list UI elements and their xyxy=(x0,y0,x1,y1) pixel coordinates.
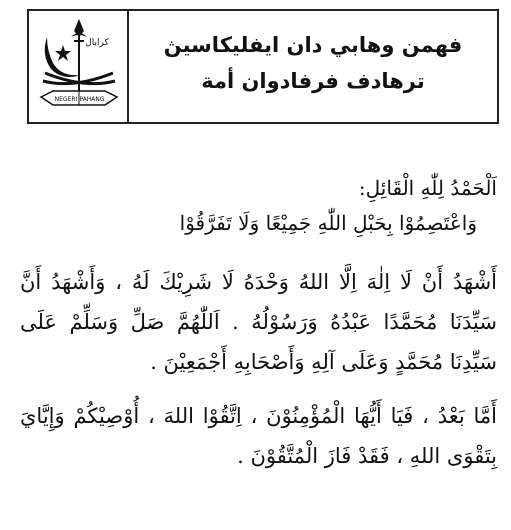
quran-verse: وَاعْتَصِمُوْا بِحَبْلِ اللّٰهِ جَمِيْعًا وَلَا تَفَرَّقُوْا xyxy=(179,211,477,235)
emblem-ribbon-left: NEGERI xyxy=(54,96,78,103)
khutbah-body xyxy=(20,170,497,476)
state-emblem-icon xyxy=(33,15,125,118)
emblem-cell xyxy=(29,11,129,122)
shahadah-paragraph: أَشْهَدُ أَنْ لَا اِلٰهَ اِلَّا اللهُ وَحْدَهُ لَا شَرِيْكَ لَهُ ، وَأَشْهَدُ أَنَّ سَيِّدَنَا مُحَمَّدًا عَبْدُهُ وَرَسُوْلُهُ . اَللّٰهُمَّ صَلِّ وَسَلِّمْ عَلَى سَيِّدِنَا مُحَمَّدٍ وَعَلَى آلِهِ وَأَصْحَابِهِ أَجْمَعِيْنَ . xyxy=(20,270,497,374)
header-box xyxy=(27,9,499,124)
emblem-top-text: ﻛﺮﺍﺑﺎﻝ xyxy=(85,38,109,48)
title-cell xyxy=(129,11,497,122)
emblem-ribbon-right: PAHANG xyxy=(79,96,105,103)
title-line-1: فهمن وهابي دان ايفليكاسيڽ xyxy=(163,33,463,57)
intro-line: اَلْحَمْدُ لِلّٰهِ الْقَائِلِ: xyxy=(358,176,497,200)
taqwa-paragraph: أَمَّا بَعْدُ ، فَيَا أَيُّهَا الْمُؤْمِنُوْنَ ، اِتَّقُوْا اللهَ ، أُوْصِيْكُمْ وَإِيَّايَ بِتَقْوَى اللهِ ، فَقَدْ فَازَ الْمُتَّقُوْنَ . xyxy=(20,404,497,468)
title-line-2: ترهادف فرفادوان أمة xyxy=(201,69,425,93)
